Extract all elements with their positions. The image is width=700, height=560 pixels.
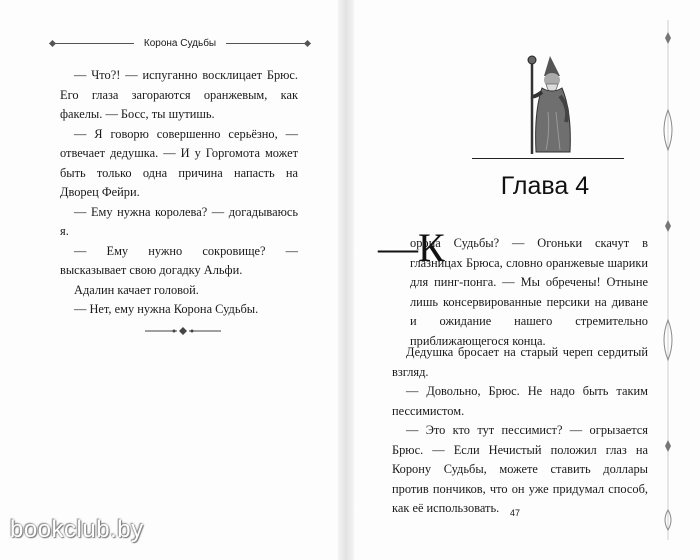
paragraph: орона Судьбы? — Огоньки скачут в глазницах Брюса, словно оранжевые шарики для пинг-понга. — Мы обречены! Отныне лишь консервированные персики на диване и ожидание нашего стремительно приближающегося конца.: [410, 236, 648, 348]
book-gutter: [338, 0, 354, 560]
paragraph: — Я говорю совершенно серьёзно, — отвечает дедушка. — И у Горгомота может быть только одна причина напасть на Дворец Фейри.: [60, 126, 298, 199]
margin-ornaments: [656, 20, 680, 540]
left-page-text: [60, 66, 298, 320]
running-head-rule-left: [50, 43, 134, 44]
paragraph: Адалин качает головой.: [74, 282, 199, 297]
paragraph: — Что?! — испуганно восклицает Брюс. Его глаза загораются оранжевым, как факелы. — Босс, ты шутишь.: [60, 68, 298, 121]
paragraph: — Ему нужна королева? — догадываюсь я.: [60, 204, 298, 238]
running-head: [50, 38, 310, 49]
chapter-opening-paragraph: [410, 234, 648, 351]
paragraph: — Ему нужно сокровище? — высказывает свою догадку Альфи.: [60, 243, 298, 277]
wizard-illustration: [520, 52, 584, 156]
paragraph: — Довольно, Брюс. Не надо быть таким пессимистом.: [392, 384, 648, 418]
paragraph: Дедушка бросает на старый череп сердитый взгляд.: [392, 345, 648, 379]
site-watermark: bookclub.by: [10, 516, 144, 543]
chapter-rule: [472, 158, 624, 159]
section-ornament: [143, 326, 223, 336]
paragraph: — Нет, ему нужна Корона Судьбы.: [74, 302, 259, 316]
paragraph: — Это кто тут пессимист? — огрызается Брюс. — Если Нечистый положил глаз на Корону Судьбы, можете ставить доллары против пончиков, что он уже придумал способ, как её использовать.: [392, 423, 648, 515]
chapter-title: Глава 4: [500, 172, 590, 200]
right-page-text: [392, 343, 648, 519]
running-head-title: Корона Судьбы: [143, 38, 217, 49]
running-head-rule-right: [226, 43, 310, 44]
drop-cap: —К: [378, 225, 445, 270]
page-number: 47: [509, 508, 520, 518]
